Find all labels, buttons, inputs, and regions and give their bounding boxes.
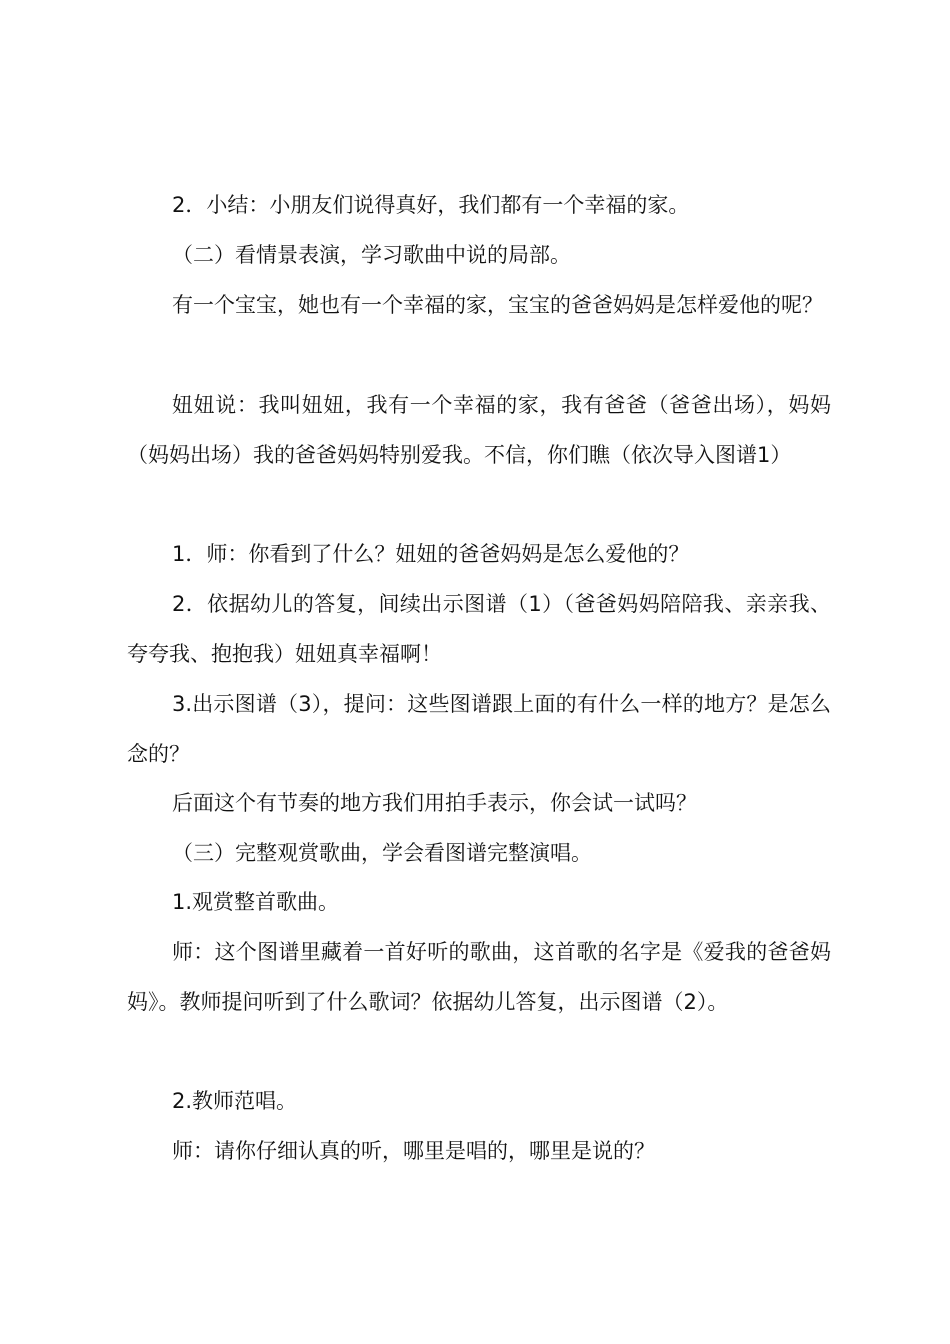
paragraph-show-chart-1: 2．依据幼儿的答复，间续出示图谱（1）（爸爸妈妈陪陪我、亲亲我、夸夸我、抱抱我）妞妞真幸福啊！ bbox=[127, 592, 831, 666]
paragraph-show-chart-3: 3.出示图谱（3），提问：这些图谱跟上面的有什么一样的地方？是怎么念的？ bbox=[127, 692, 831, 766]
paragraph-niuniu-says: 妞妞说：我叫妞妞，我有一个幸福的家，我有爸爸（爸爸出场），妈妈（妈妈出场）我的爸爸妈妈特别爱我。不信，你们瞧（依次导入图谱1） bbox=[127, 393, 831, 467]
paragraph-teacher-demo: 2.教师范唱。 bbox=[172, 1089, 298, 1113]
paragraph-section-two-heading: （二）看情景表演，学习歌曲中说的局部。 bbox=[172, 243, 571, 267]
paragraph-listen-carefully: 师：请你仔细认真的听，哪里是唱的，哪里是说的？ bbox=[172, 1139, 655, 1163]
paragraph-appreciate-song: 1.观赏整首歌曲。 bbox=[172, 890, 340, 914]
paragraph-song-title: 师：这个图谱里藏着一首好听的歌曲，这首歌的名字是《爱我的爸爸妈妈》。教师提问听到了什么歌词？依据幼儿答复，出示图谱（2）。 bbox=[127, 940, 831, 1014]
paragraph-summary: 2．小结：小朋友们说得真好，我们都有一个幸福的家。 bbox=[172, 193, 690, 217]
paragraph-section-three-heading: （三）完整观赏歌曲，学会看图谱完整演唱。 bbox=[172, 841, 592, 865]
paragraph-clapping: 后面这个有节奏的地方我们用拍手表示，你会试一试吗？ bbox=[172, 791, 697, 815]
paragraph-teacher-question-1: 1．师：你看到了什么？妞妞的爸爸妈妈是怎么爱他的？ bbox=[172, 542, 690, 566]
paragraph-baby-question: 有一个宝宝，她也有一个幸福的家，宝宝的爸爸妈妈是怎样爱他的呢？ bbox=[172, 293, 823, 317]
